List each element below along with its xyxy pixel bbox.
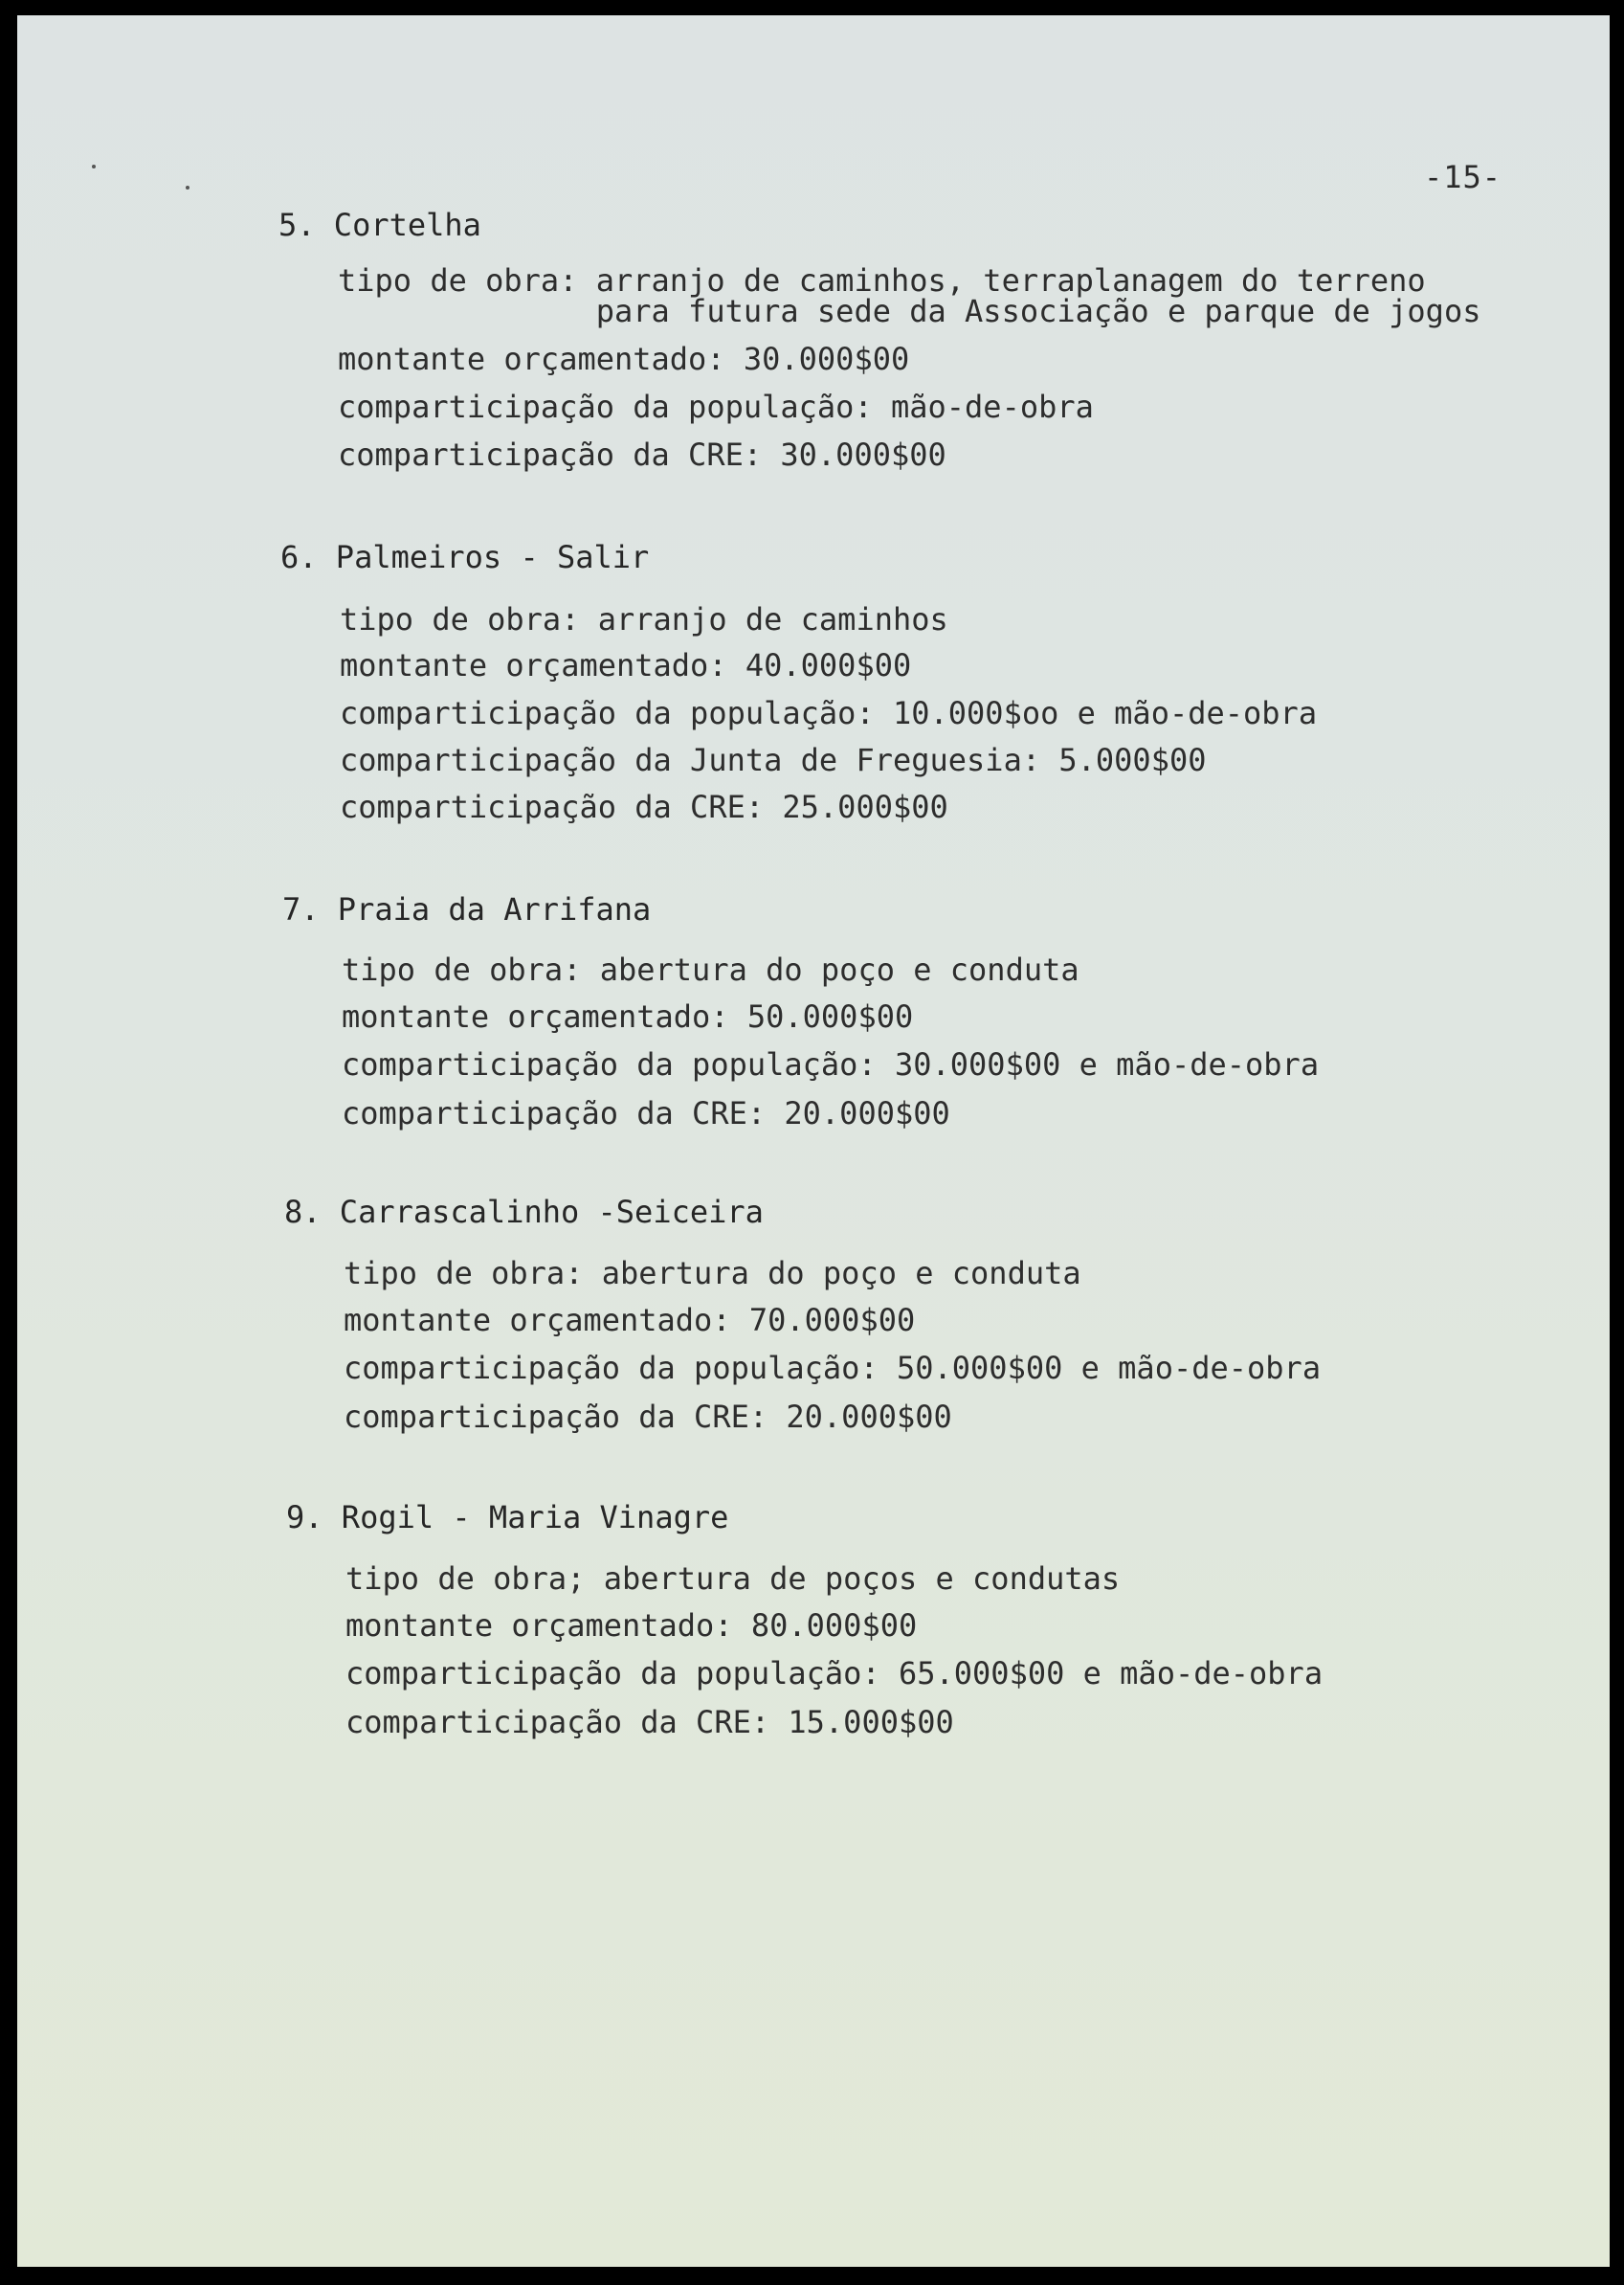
entry-title-carrascalinho-seiceira: 8. Carrascalinho -Seiceira xyxy=(284,1194,764,1230)
entry-line: para futura sede da Associação e parque de jogos xyxy=(338,293,1481,329)
entry-line: comparticipação da CRE: 15.000$00 xyxy=(345,1704,954,1740)
entry-line: comparticipação da CRE: 20.000$00 xyxy=(344,1399,952,1435)
entry-title-praia-da-arrifana: 7. Praia da Arrifana xyxy=(282,891,652,928)
entry-line: montante orçamentado: 50.000$00 xyxy=(342,998,914,1035)
entry-title-rogil-maria-vinagre: 9. Rogil - Maria Vinagre xyxy=(286,1499,729,1535)
entry-line: montante orçamentado: 40.000$00 xyxy=(340,647,912,683)
entry-line: tipo de obra: abertura do poço e conduta xyxy=(344,1255,1081,1291)
entry-line: comparticipação da população: 50.000$00 e mão-de-obra xyxy=(344,1350,1322,1386)
entry-line: comparticipação da população: 30.000$00 e mão-de-obra xyxy=(342,1046,1320,1083)
entry-line: montante orçamentado: 30.000$00 xyxy=(338,341,910,377)
entry-line: montante orçamentado: 80.000$00 xyxy=(345,1607,918,1644)
entry-line: comparticipação da CRE: 25.000$00 xyxy=(340,789,948,825)
entry-title-cortelha: 5. Cortelha xyxy=(278,207,481,243)
entry-line: comparticipação da população: 65.000$00 e mão-de-obra xyxy=(345,1655,1324,1691)
entry-line: comparticipação da CRE: 30.000$00 xyxy=(338,437,946,473)
page-number: -15- xyxy=(1424,159,1502,195)
entry-line: tipo de obra: arranjo de caminhos xyxy=(340,601,948,638)
entry-line: montante orçamentado: 70.000$00 xyxy=(344,1302,916,1338)
entry-line: comparticipação da CRE: 20.000$00 xyxy=(342,1095,950,1131)
document-page xyxy=(17,15,1610,2267)
entry-line: tipo de obra: arranjo de caminhos, terraplanagem do terreno xyxy=(338,262,1426,299)
entry-title-palmeiros-salir: 6. Palmeiros - Salir xyxy=(280,539,650,575)
entry-line: tipo de obra: abertura do poço e conduta xyxy=(342,952,1079,988)
entry-line: comparticipação da população: mão-de-obra xyxy=(338,389,1094,425)
entry-line: comparticipação da Junta de Freguesia: 5.000$00 xyxy=(340,742,1207,778)
entry-line: comparticipação da população: 10.000$oo e mão-de-obra xyxy=(340,695,1318,731)
paper-speck xyxy=(186,186,189,190)
entry-line: tipo de obra; abertura de poços e condutas xyxy=(345,1560,1121,1597)
paper-speck xyxy=(92,165,96,168)
